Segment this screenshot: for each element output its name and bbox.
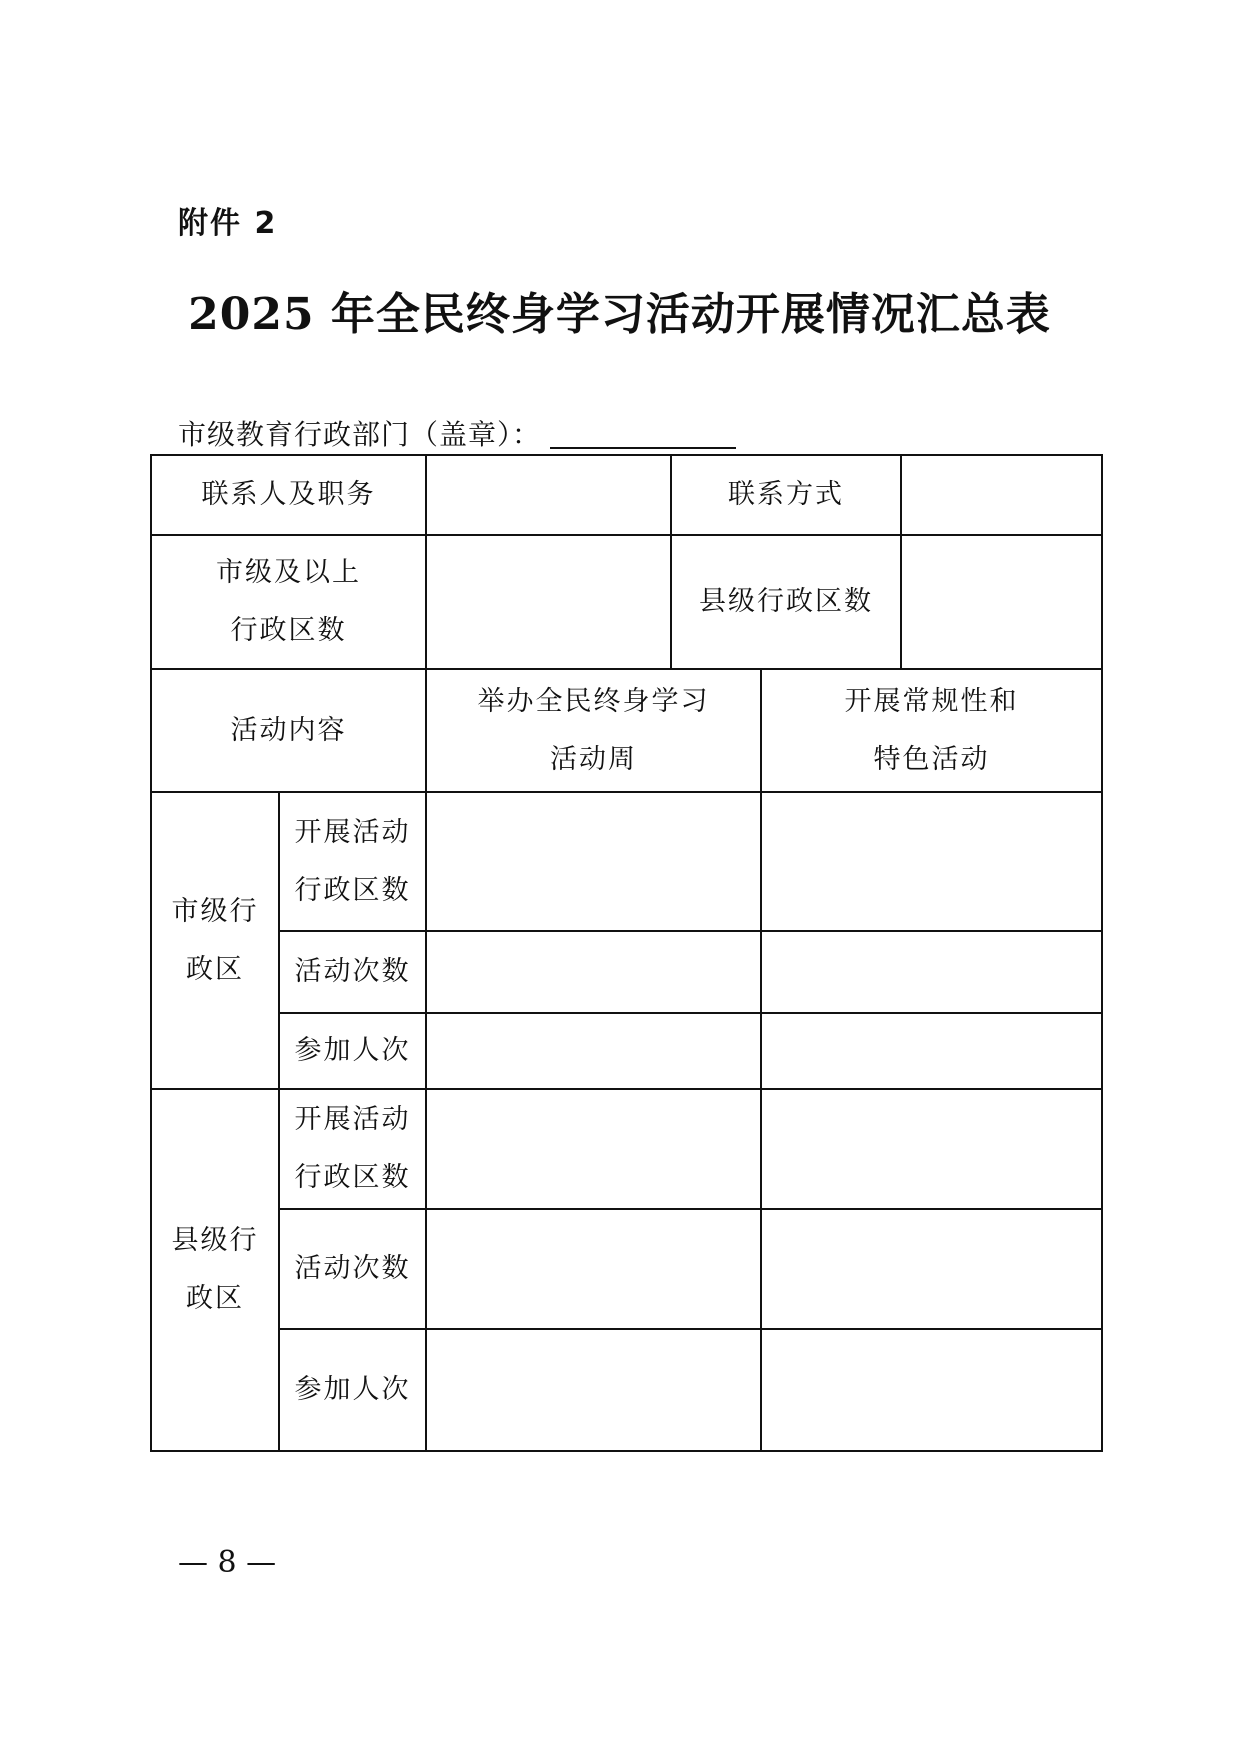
city-participants-week-input[interactable]	[426, 1013, 761, 1089]
city-group-label-line2: 政区	[186, 953, 244, 985]
city-districts-held-row	[151, 792, 1102, 931]
activity-content-label-cell	[151, 669, 426, 792]
city-districts-label-line2: 行政区数	[230, 615, 347, 646]
summary-table	[150, 454, 1103, 1452]
county-districts-held-label-cell	[279, 1089, 426, 1209]
learning-week-header-line1: 举办全民终身学习	[477, 685, 710, 717]
contact-person-label-cell	[151, 455, 426, 535]
contact-method-label: 联系方式	[728, 479, 844, 510]
city-participants-label-cell	[279, 1013, 426, 1089]
city-districts-input-cell[interactable]	[426, 535, 671, 669]
city-participants-label: 参加人次	[294, 1035, 411, 1066]
city-districts-held-label-cell	[279, 792, 426, 931]
county-group-label-line1: 县级行	[171, 1225, 259, 1256]
county-districts-held-label-line2: 行政区数	[294, 1162, 411, 1193]
county-activity-count-row	[151, 1209, 1102, 1329]
learning-week-header-cell	[426, 669, 761, 792]
county-districts-held-row	[151, 1089, 1102, 1209]
city-activity-count-label: 活动次数	[294, 956, 411, 987]
county-participants-week-input[interactable]	[426, 1329, 761, 1451]
county-activity-count-regular-input[interactable]	[761, 1209, 1102, 1329]
department-label: 市级教育行政部门（盖章）：	[178, 418, 542, 451]
contact-method-input-cell[interactable]	[901, 455, 1102, 535]
county-activity-count-label: 活动次数	[294, 1253, 411, 1284]
county-group-label-cell	[151, 1089, 279, 1451]
district-count-row	[151, 535, 1102, 669]
county-districts-input-cell[interactable]	[901, 535, 1102, 669]
city-activity-count-regular-input[interactable]	[761, 931, 1102, 1013]
city-participants-row	[151, 1013, 1102, 1089]
county-group-label-line2: 政区	[186, 1283, 244, 1314]
county-activity-count-week-input[interactable]	[426, 1209, 761, 1329]
contact-row	[151, 455, 1102, 535]
city-districts-held-label-line2: 行政区数	[294, 874, 411, 906]
activity-content-row	[151, 669, 1102, 792]
county-districts-held-label-line1: 开展活动	[294, 1104, 411, 1135]
county-districts-label-cell	[671, 535, 901, 669]
county-participants-row	[151, 1329, 1102, 1451]
city-districts-held-week-input[interactable]	[426, 792, 761, 931]
activity-content-label: 活动内容	[230, 714, 347, 746]
regular-activities-header-line1: 开展常规性和	[844, 685, 1019, 717]
regular-activities-header-line2: 特色活动	[873, 743, 990, 775]
city-districts-held-label-line1: 开展活动	[294, 816, 411, 848]
county-participants-label: 参加人次	[294, 1374, 411, 1405]
county-districts-held-week-input[interactable]	[426, 1089, 761, 1209]
city-districts-held-regular-input[interactable]	[761, 792, 1102, 931]
contact-method-label-cell	[671, 455, 901, 535]
city-districts-label-cell	[151, 535, 426, 669]
learning-week-header-line2: 活动周	[550, 743, 637, 775]
attachment-label: 附件 2	[178, 206, 278, 241]
regular-activities-header-cell	[761, 669, 1102, 792]
city-districts-label-line1: 市级及以上	[216, 557, 361, 588]
city-group-label-cell	[151, 792, 279, 1089]
county-participants-regular-input[interactable]	[761, 1329, 1102, 1451]
page-title: 2025 年全民终身学习活动开展情况汇总表	[188, 289, 1051, 340]
county-districts-label: 县级行政区数	[699, 586, 873, 617]
county-activity-count-label-cell	[279, 1209, 426, 1329]
city-activity-count-row	[151, 931, 1102, 1013]
contact-person-label: 联系人及职务	[201, 479, 376, 510]
city-activity-count-label-cell	[279, 931, 426, 1013]
department-fill-line[interactable]	[550, 447, 736, 449]
city-participants-regular-input[interactable]	[761, 1013, 1102, 1089]
city-activity-count-week-input[interactable]	[426, 931, 761, 1013]
county-districts-held-regular-input[interactable]	[761, 1089, 1102, 1209]
contact-person-input-cell[interactable]	[426, 455, 671, 535]
city-group-label-line1: 市级行	[171, 895, 259, 927]
page-number: — 8 —	[178, 1545, 277, 1580]
county-participants-label-cell	[279, 1329, 426, 1451]
